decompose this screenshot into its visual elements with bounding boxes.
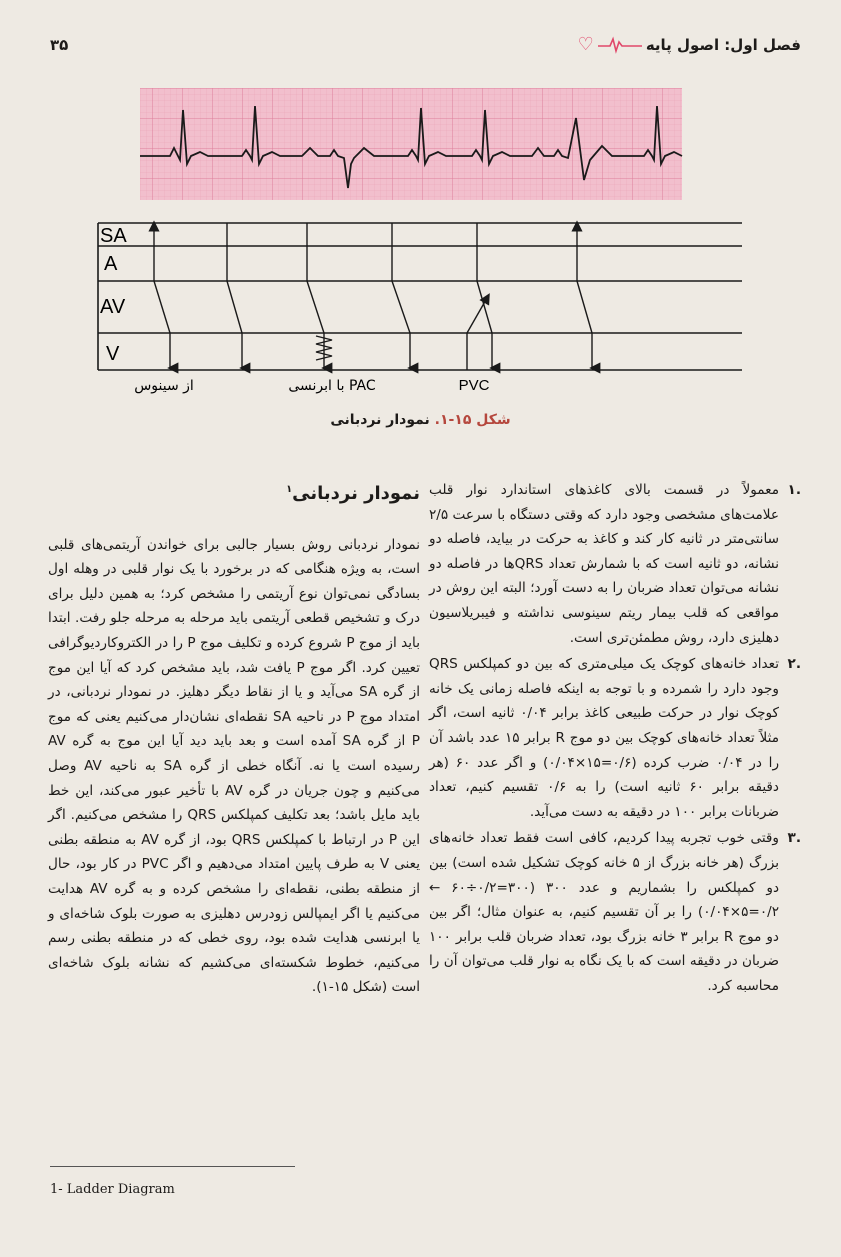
- row-label-av: AV: [100, 296, 126, 318]
- row-label-sa: SA: [100, 225, 127, 247]
- figure-caption: [0, 412, 841, 428]
- list-item-text: وقتی خوب تجربه پیدا کردیم، کافی است فقط تعداد خانه‌های بزرگ (هر خانه بزرگ از ۵ خانه کوچک تشکیل شده است) بین دو کمپلکس را بشماریم و عدد ۳۰۰ (۳۰۰=۰/۲÷۶۰ ← ۰/۲=۵×۰/۰۴) را بر آن تقسیم کنیم، به عنوان مثال؛ اگر بین دو موج R برابر ۳ خانه بزرگ بود، تعداد ضربان قلب برابر ۱۰۰ ضربان در دقیقه است که با یک نگاه به نوار قلب می‌توان آن را محاسبه کرد.: [429, 830, 780, 994]
- left-column: [48, 478, 420, 1000]
- list-item-text: معمولاً در قسمت بالای کاغذهای استاندارد نوار قلب علامت‌های مشخصی وجود دارد که وقتی دستگاه با سرعت ۲/۵ سانتی‌متر در ثانیه کار کند و کاغذ به حرکت در بیاید، فاصله دو نشانه، دو ثانیه است که با شمارش تعداد QRSها در فاصله دو نشانه می‌توان تعداد ضربان را به دست آورد؛ البته این روش در مواقعی که قلب بیمار ریتم سینوسی نداشته و فیبریلاسیون دهلیزی دارد، روش مطمئن‌تری است.: [429, 482, 780, 646]
- label-pac: PAC با ابرنسی: [288, 378, 376, 394]
- page-header: [40, 30, 801, 64]
- page-number: ۳۵: [50, 36, 69, 54]
- pulse-icon: [598, 36, 642, 54]
- list-item-number: .۱: [787, 482, 801, 498]
- ladder-grid: [98, 223, 742, 370]
- list-item-number: .۳: [787, 830, 801, 847]
- row-label-v: V: [106, 343, 120, 365]
- heart-icon: ♡: [577, 34, 594, 55]
- right-column: [429, 478, 801, 1000]
- list-item: [429, 478, 801, 650]
- ladder-lines: [154, 223, 592, 370]
- footnote-divider: [50, 1166, 295, 1167]
- chapter-title: فصل اول: اصول پایه: [645, 35, 801, 54]
- ladder-diagram-figure: [92, 88, 742, 408]
- footnote-marker: ۱: [286, 484, 293, 495]
- label-sinus: از سینوس: [134, 378, 194, 394]
- section-heading-text: نمودار نردبانی: [292, 483, 420, 504]
- list-item: [429, 826, 801, 998]
- list-item: [429, 652, 801, 824]
- list-item-number: .۲: [787, 656, 801, 673]
- chapter-header: [578, 34, 801, 55]
- figure-label: شکل ۱۵-۱.: [434, 412, 511, 428]
- section-heading: [48, 478, 420, 507]
- figure-caption-text: نمودار نردبانی: [330, 412, 430, 428]
- footnote: 1- Ladder Diagram: [50, 1182, 175, 1197]
- label-pvc: PVC: [458, 377, 490, 394]
- section-body: نمودار نردبانی روش بسیار جالبی برای خواندن آریتمی‌های قلبی است، به ویژه هنگامی که در برخورد با یک نوار قلبی در وهله اول بسادگی نمی‌توان نوع آریتمی را مشخص کرد؛ به همین دلیل برای درک و تشخیص قطعی آریتمی باید مرحله به مرحله جلو رفت. ابتدا باید از موج P شروع کرده و تکلیف موج P را در الکتروکاردیوگرافی تعیین کرد. اگر موج P یافت شد، باید مشخص کرد که آیا این موج از گره SA می‌آید و یا از نقاط دیگر دهلیز. در نمودار نردبانی، در امتداد موج P در ناحیه SA نقطه‌ای نشان‌دار می‌کنیم یعنی که موج P از گره SA آمده است و بعد باید دید آیا این موج به گره AV رسیده است یا نه. آنگاه خطی از گره SA به ناحیه AV وصل می‌کنیم و چون جریان در گره AV با تأخیر عبور می‌کند، این خط باید مایل باشد؛ بعد تکلیف کمپلکس QRS را مشخص می‌کنیم. اگر این P در ارتباط با کمپلکس QRS بود، از گره AV به منطقه بطنی یعنی V به طرف پایین امتداد می‌دهیم و اگر PVC در کار بود، حال از منطقه بطنی، نقطه‌ای را مشخص کرده و به گره AV هدایت می‌کنیم یا اگر ایمپالس زودرس دهلیزی به صورت بلوک شاخه‌ای و یا ابرنسی هدایت شده بود، روی خطی که در منطقه بطنی رسم می‌کنیم، خطوط شکسته‌ای می‌کشیم که نشانه بلوک شاخه‌ای است (شکل ۱۵-۱).: [48, 536, 421, 996]
- list-item-text: تعداد خانه‌های کوچک یک میلی‌متری که بین دو کمپلکس QRS وجود دارد را شمرده و با توجه به اینکه فاصله زمانی یک خانه کوچک نوار در حرکت طبیعی کاغذ برابر ۰/۰۴ ثانیه است، اگر مثلاً تعداد خانه‌های کوچک بین دو موج R برابر ۱۵ عدد باشد آن را در ۰/۰۴ ضرب کرده (۰/۶=۱۵×۰/۰۴) و اگر عدد ۶۰ (هر دقیقه برابر ۶۰ ثانیه است) را به ۰/۶ تقسیم کنیم، تعداد ضربانات برابر ۱۰۰ در دقیقه به دست می‌آید.: [429, 656, 780, 820]
- row-label-a: A: [104, 253, 118, 275]
